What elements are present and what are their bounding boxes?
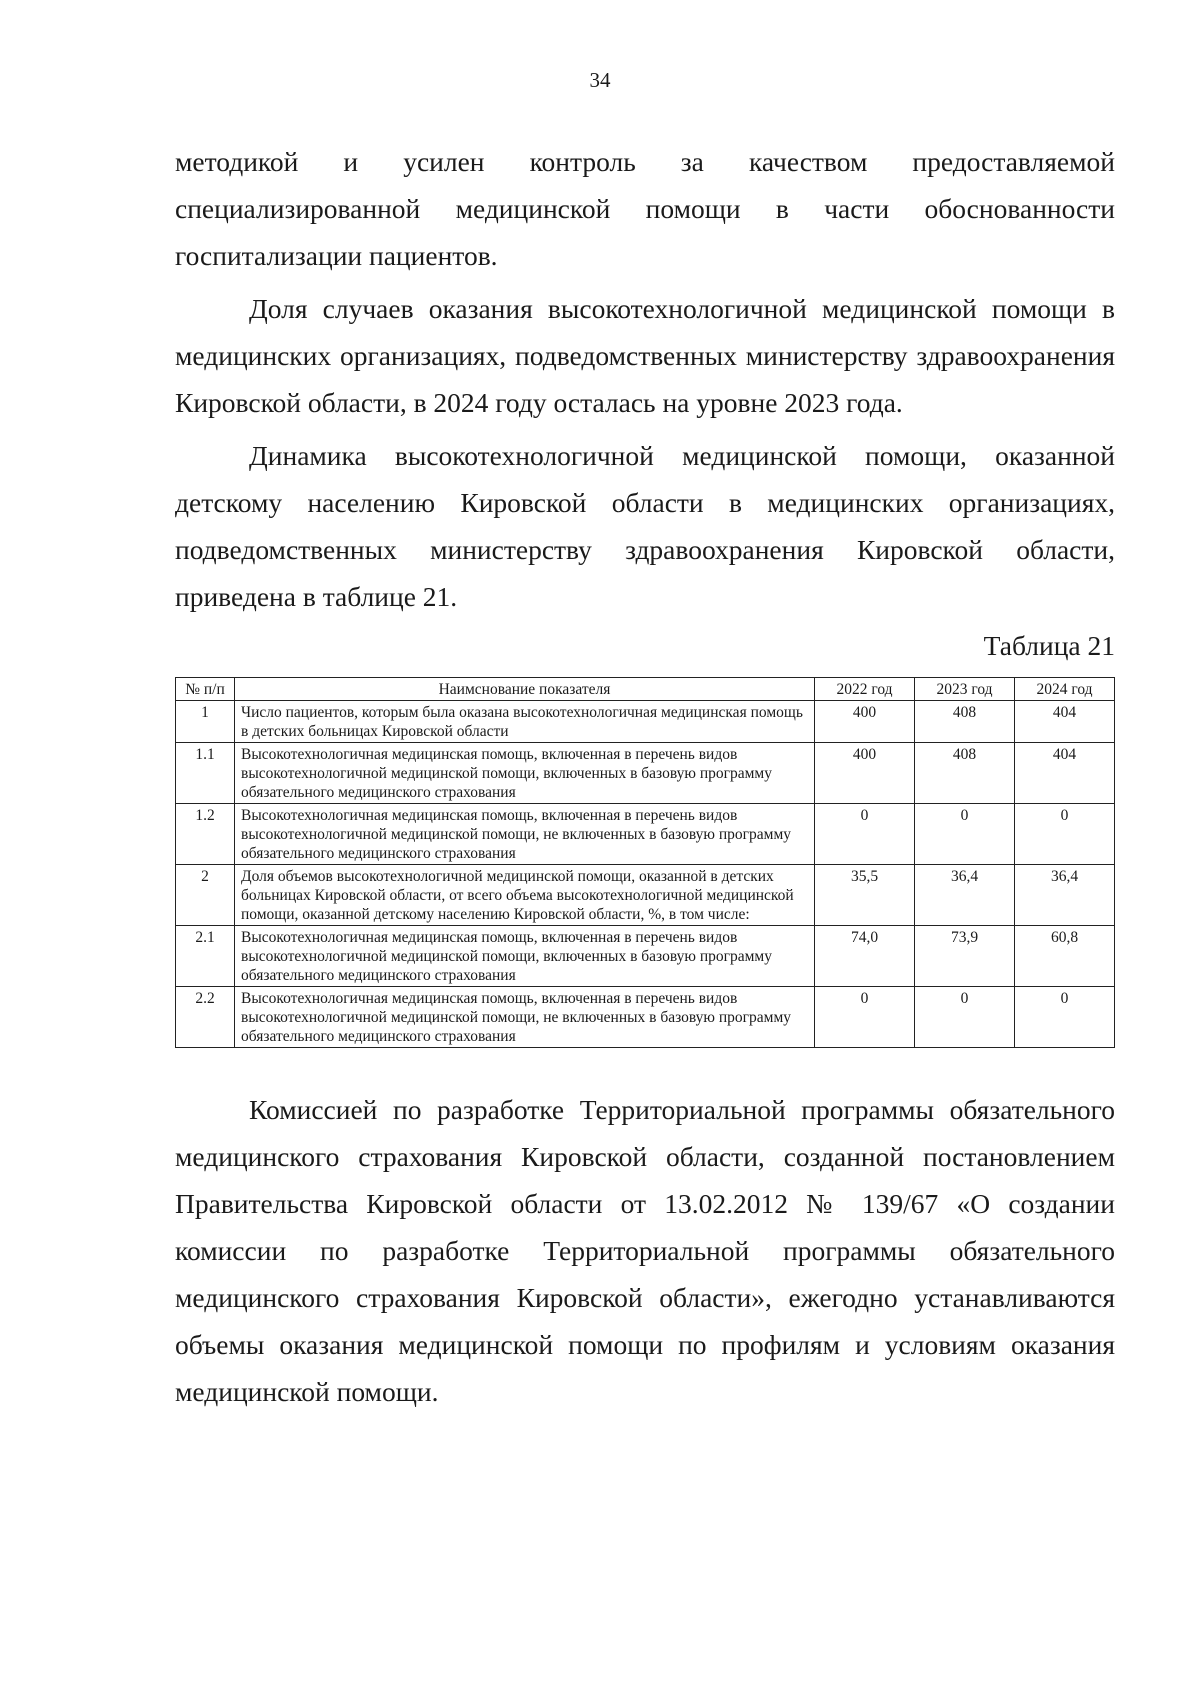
row-value-2024: 60,8 — [1015, 926, 1115, 987]
row-value-2022: 400 — [815, 743, 915, 804]
header-2023: 2023 год — [915, 678, 1015, 701]
row-name: Высокотехнологичная медицинская помощь, включенная в перечень видов высокотехнологичной медицинской помощи, не включенных в базовую программу обязательного медицинского страхования — [235, 804, 815, 865]
row-value-2024: 0 — [1015, 804, 1115, 865]
table-row — [176, 743, 1115, 804]
row-num: 2 — [176, 865, 235, 926]
row-name: Высокотехнологичная медицинская помощь, включенная в перечень видов высокотехнологичной медицинской помощи, включенных в базовую программу обязательного медицинского страхования — [235, 743, 815, 804]
row-name: Высокотехнологичная медицинская помощь, включенная в перечень видов высокотехнологичной медицинской помощи, не включенных в базовую программу обязательного медицинского страхования — [235, 987, 815, 1048]
row-value-2024: 0 — [1015, 987, 1115, 1048]
row-num: 2.1 — [176, 926, 235, 987]
row-num: 1 — [176, 701, 235, 743]
row-value-2023: 0 — [915, 804, 1015, 865]
table-caption: Таблица 21 — [983, 630, 1115, 661]
row-value-2024: 36,4 — [1015, 865, 1115, 926]
table-header-row — [176, 678, 1115, 701]
paragraph-continuation: методикой и усилен контроль за качеством предоставляемой специализированной медицинской помощи в части обоснованности госпитализации пациентов. — [175, 146, 1115, 271]
paragraph-commission: Комиссией по разработке Территориальной программы обязательного медицинского страхования Кировской области, созданной постановлением Правительства Кировской области от 13.02.2012 № 139/67 «О создании комиссии по разработке Территориальной программы обязательного медицинского страхования Кировской области», ежегодно устанавливаются объемы оказания медицинской помощи по профилям и условиям оказания медицинской помощи. — [175, 1094, 1115, 1407]
row-value-2022: 74,0 — [815, 926, 915, 987]
paragraph-vmp-dynamics: Динамика высокотехнологичной медицинской помощи, оказанной детскому населению Кировской области в медицинских организациях, подведомственных министерству здравоохранения Кировской области, приведена в таблице 21. — [175, 440, 1115, 612]
row-value-2023: 0 — [915, 987, 1015, 1048]
table-row — [176, 926, 1115, 987]
row-value-2023: 408 — [915, 743, 1015, 804]
table-row — [176, 987, 1115, 1048]
row-name: Число пациентов, которым была оказана высокотехнологичная медицинская помощь в детских больницах Кировской области — [235, 701, 815, 743]
row-name: Высокотехнологичная медицинская помощь, включенная в перечень видов высокотехнологичной медицинской помощи, включенных в базовую программу обязательного медицинского страхования — [235, 926, 815, 987]
header-num: № п/п — [176, 678, 235, 701]
row-value-2023: 36,4 — [915, 865, 1015, 926]
row-value-2024: 404 — [1015, 701, 1115, 743]
header-2024: 2024 год — [1015, 678, 1115, 701]
row-num: 2.2 — [176, 987, 235, 1048]
table-row — [176, 865, 1115, 926]
row-num: 1.2 — [176, 804, 235, 865]
row-value-2022: 400 — [815, 701, 915, 743]
data-table — [175, 677, 1115, 1048]
row-value-2024: 404 — [1015, 743, 1115, 804]
row-value-2023: 408 — [915, 701, 1015, 743]
header-2022: 2022 год — [815, 678, 915, 701]
row-num: 1.1 — [176, 743, 235, 804]
row-value-2022: 35,5 — [815, 865, 915, 926]
row-value-2022: 0 — [815, 987, 915, 1048]
document-body — [175, 138, 1115, 1415]
row-value-2022: 0 — [815, 804, 915, 865]
paragraph-vmp-share: Доля случаев оказания высокотехнологичной медицинской помощи в медицинских организациях, подведомственных министерству здравоохранения Кировской области, в 2024 году осталась на уровне 2023 года. — [175, 293, 1115, 418]
page-number: 34 — [589, 68, 611, 92]
table-row — [176, 701, 1115, 743]
table-row — [176, 804, 1115, 865]
row-value-2023: 73,9 — [915, 926, 1015, 987]
row-name: Доля объемов высокотехнологичной медицинской помощи, оказанной в детских больницах Кировской области, от всего объема высокотехнологичной медицинской помощи, оказанной детскому населению Кировской области, %, в том числе: — [235, 865, 815, 926]
header-name: Наимснование показателя — [235, 678, 815, 701]
